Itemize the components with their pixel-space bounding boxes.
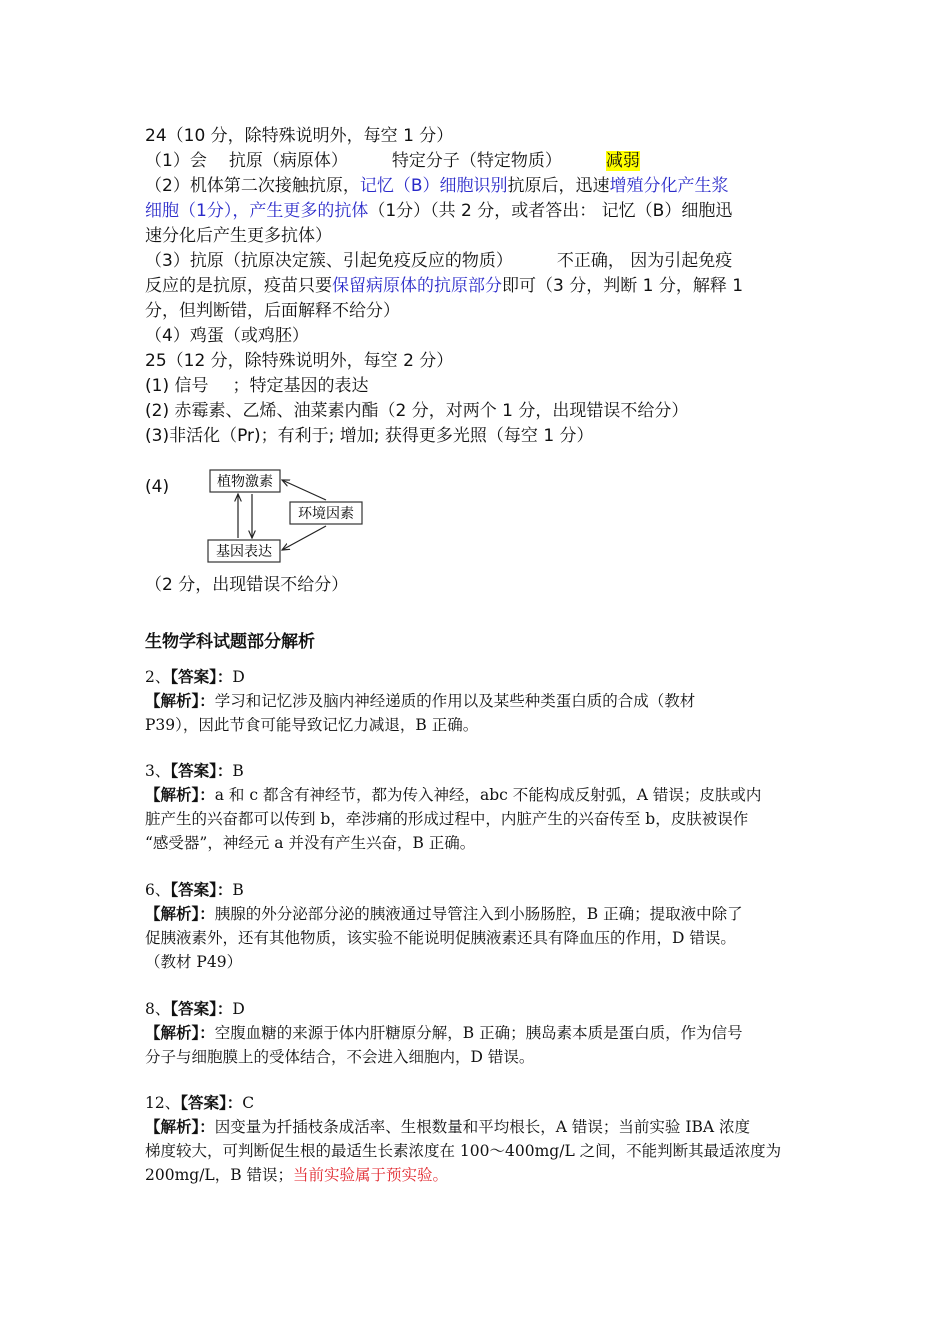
q24-part2-line1 <box>145 174 729 198</box>
pre-experiment-note: 当前实验属于预实验。 <box>293 1166 449 1184</box>
item-number: 6、 <box>145 881 171 899</box>
q24-part2-line3: 速分化后产生更多抗体） <box>145 226 332 246</box>
item-3-analysis-line1 <box>145 783 761 807</box>
item-2-answer <box>145 665 245 689</box>
q24-part2-more-antibody: 更多的抗体 <box>283 201 369 221</box>
answer-label: 【答案】： <box>180 1093 243 1112</box>
answer-value: D <box>232 668 245 686</box>
q25-part1 <box>145 374 368 398</box>
q25-part1-signal: (1) 信号 <box>145 376 209 396</box>
arrow-environment-to-gene <box>282 526 326 550</box>
item-6-answer <box>145 878 244 902</box>
q24-part1-antigen: 抗原（病原体） <box>228 151 348 171</box>
gene-expression-label: 基因表达 <box>216 544 272 560</box>
analysis-label: 【解析】： <box>145 785 215 804</box>
answer-label: 【答案】： <box>170 667 233 686</box>
q24-part2-score-note: （1分）（共 2 分，或者答出： 记忆（B）细胞迅 <box>368 201 733 221</box>
analysis-text: a 和 c 都含有神经节，都为传入神经，abc 不能构成反射弧，A 错误；皮肤或内 <box>214 786 762 804</box>
q24-part3-antigen-part: 保留病原体的抗原部分 <box>332 276 502 296</box>
item-2-analysis-line1 <box>145 689 695 713</box>
q24-part2-line2 <box>145 199 732 223</box>
analysis-label: 【解析】： <box>145 904 215 923</box>
section-title: 生物学科试题部分解析 <box>145 632 315 652</box>
analysis-text: 200mg/L，B 错误； <box>145 1166 294 1184</box>
item-8-analysis-line1 <box>145 1021 743 1045</box>
analysis-label: 【解析】： <box>145 1023 215 1042</box>
item-number: 2、 <box>145 668 171 686</box>
q24-part3-antigen: （3）抗原（抗原决定簇、引起免疫反应的物质） <box>145 251 513 271</box>
hormone-gene-environment-diagram <box>200 462 380 572</box>
q24-part4: （4）鸡蛋（或鸡胚） <box>145 326 309 346</box>
q24-part3-line1 <box>145 249 732 273</box>
q24-part2-text: （2）机体第二次接触抗原， <box>145 176 360 196</box>
answer-value: B <box>232 881 244 899</box>
q24-part2-memory-cell: 记忆（B）细胞识别 <box>359 176 508 196</box>
answer-value: B <box>232 762 244 780</box>
item-3-answer <box>145 759 244 783</box>
q25-part1-gene-expression: ；特定基因的表达 <box>232 376 369 396</box>
item-number: 12、 <box>145 1094 181 1112</box>
environment-factor-label: 环境因素 <box>298 506 354 522</box>
q24-part3-line3: 分，但判断错，后面解释不给分） <box>145 301 400 321</box>
q25-part2: (2) 赤霉素、乙烯、油菜素内酯（2 分，对两个 1 分，出现错误不给分） <box>145 401 689 421</box>
q24-part3-incorrect: 不正确， 因为引起免疫 <box>556 251 733 271</box>
item-8-answer <box>145 997 245 1021</box>
q24-header: 24（10 分，除特殊说明外，每空 1 分） <box>145 126 454 146</box>
answer-value: D <box>232 1000 245 1018</box>
item-12-analysis-line2: 梯度较大，可判断促生根的最适生长素浓度在 100～400mg/L 之间，不能判断其最适浓度为 <box>145 1142 782 1160</box>
q24-part2-text: 抗原后，迅速 <box>507 176 610 196</box>
analysis-text: 空腹血糖的来源于体内肝糖原分解，B 正确；胰岛素本质是蛋白质，作为信号 <box>214 1024 743 1042</box>
q24-part3-line2 <box>145 274 743 298</box>
q24-part3-text: 反应的是抗原，疫苗只要 <box>145 276 332 296</box>
item-3-analysis-line2: 脏产生的兴奋都可以传到 b，牵涉痛的形成过程中，内脏产生的兴奋传至 b，皮肤被误作 <box>145 810 749 828</box>
answer-label: 【答案】： <box>170 761 233 780</box>
analysis-text: 学习和记忆涉及脑内神经递质的作用以及某些种类蛋白质的合成（教材 <box>214 692 696 710</box>
answer-value: C <box>242 1094 255 1112</box>
item-number: 3、 <box>145 762 171 780</box>
analysis-text: 胰腺的外分泌部分泌的胰液通过导管注入到小肠肠腔，B 正确；提取液中除了 <box>214 905 743 923</box>
item-3-analysis-line3: “感受器”，神经元 a 并没有产生兴奋，B 正确。 <box>145 834 476 852</box>
analysis-label: 【解析】： <box>145 691 215 710</box>
q25-header: 25（12 分，除特殊说明外，每空 2 分） <box>145 351 454 371</box>
plant-hormone-label: 植物激素 <box>217 474 273 490</box>
q24-part2-proliferate: 增殖分化产生浆 <box>609 176 729 196</box>
q24-part1-molecule: 特定分子（特定物质） <box>391 151 562 171</box>
item-12-analysis-line1 <box>145 1115 750 1139</box>
q24-part3-score-note: 即可（3 分，判断 1 分，解释 1 <box>502 276 744 296</box>
item-8-analysis-line2: 分子与细胞膜上的受体结合，不会进入细胞内，D 错误。 <box>145 1048 535 1066</box>
item-6-analysis-line3: （教材 P49） <box>145 953 243 971</box>
answer-label: 【答案】： <box>170 999 233 1018</box>
analysis-label: 【解析】： <box>145 1117 215 1136</box>
arrow-environment-to-hormone <box>282 480 326 500</box>
item-2-analysis-line2: P39），因此节食可能导致记忆力减退，B 正确。 <box>145 716 479 734</box>
q24-part1 <box>145 149 640 173</box>
analysis-text: 因变量为扦插枝条成活率、生根数量和平均根长，A 错误；当前实验 IBA 浓度 <box>214 1118 750 1136</box>
item-6-analysis-line1 <box>145 902 743 926</box>
item-12-answer <box>145 1091 254 1115</box>
q24-part2-text: ，产生 <box>232 201 284 221</box>
answer-label: 【答案】： <box>170 880 233 899</box>
q24-part1-num: （1）会 <box>145 151 207 171</box>
q24-part1-weaken: 减弱 <box>605 151 640 171</box>
q25-part3: (3)非活化（Pr)；有利于; 增加; 获得更多光照（每空 1 分） <box>145 426 594 446</box>
q25-part4-label: (4) <box>145 477 170 497</box>
q24-part2-plasma-cell: 细胞（1分） <box>145 201 233 221</box>
item-12-analysis-line3 <box>145 1163 448 1187</box>
item-6-analysis-line2: 促胰液素外，还有其他物质，该实验不能说明促胰液素还具有降血压的作用，D 错误。 <box>145 929 736 947</box>
q25-part4-note: （2 分，出现错误不给分） <box>145 575 349 595</box>
item-number: 8、 <box>145 1000 171 1018</box>
